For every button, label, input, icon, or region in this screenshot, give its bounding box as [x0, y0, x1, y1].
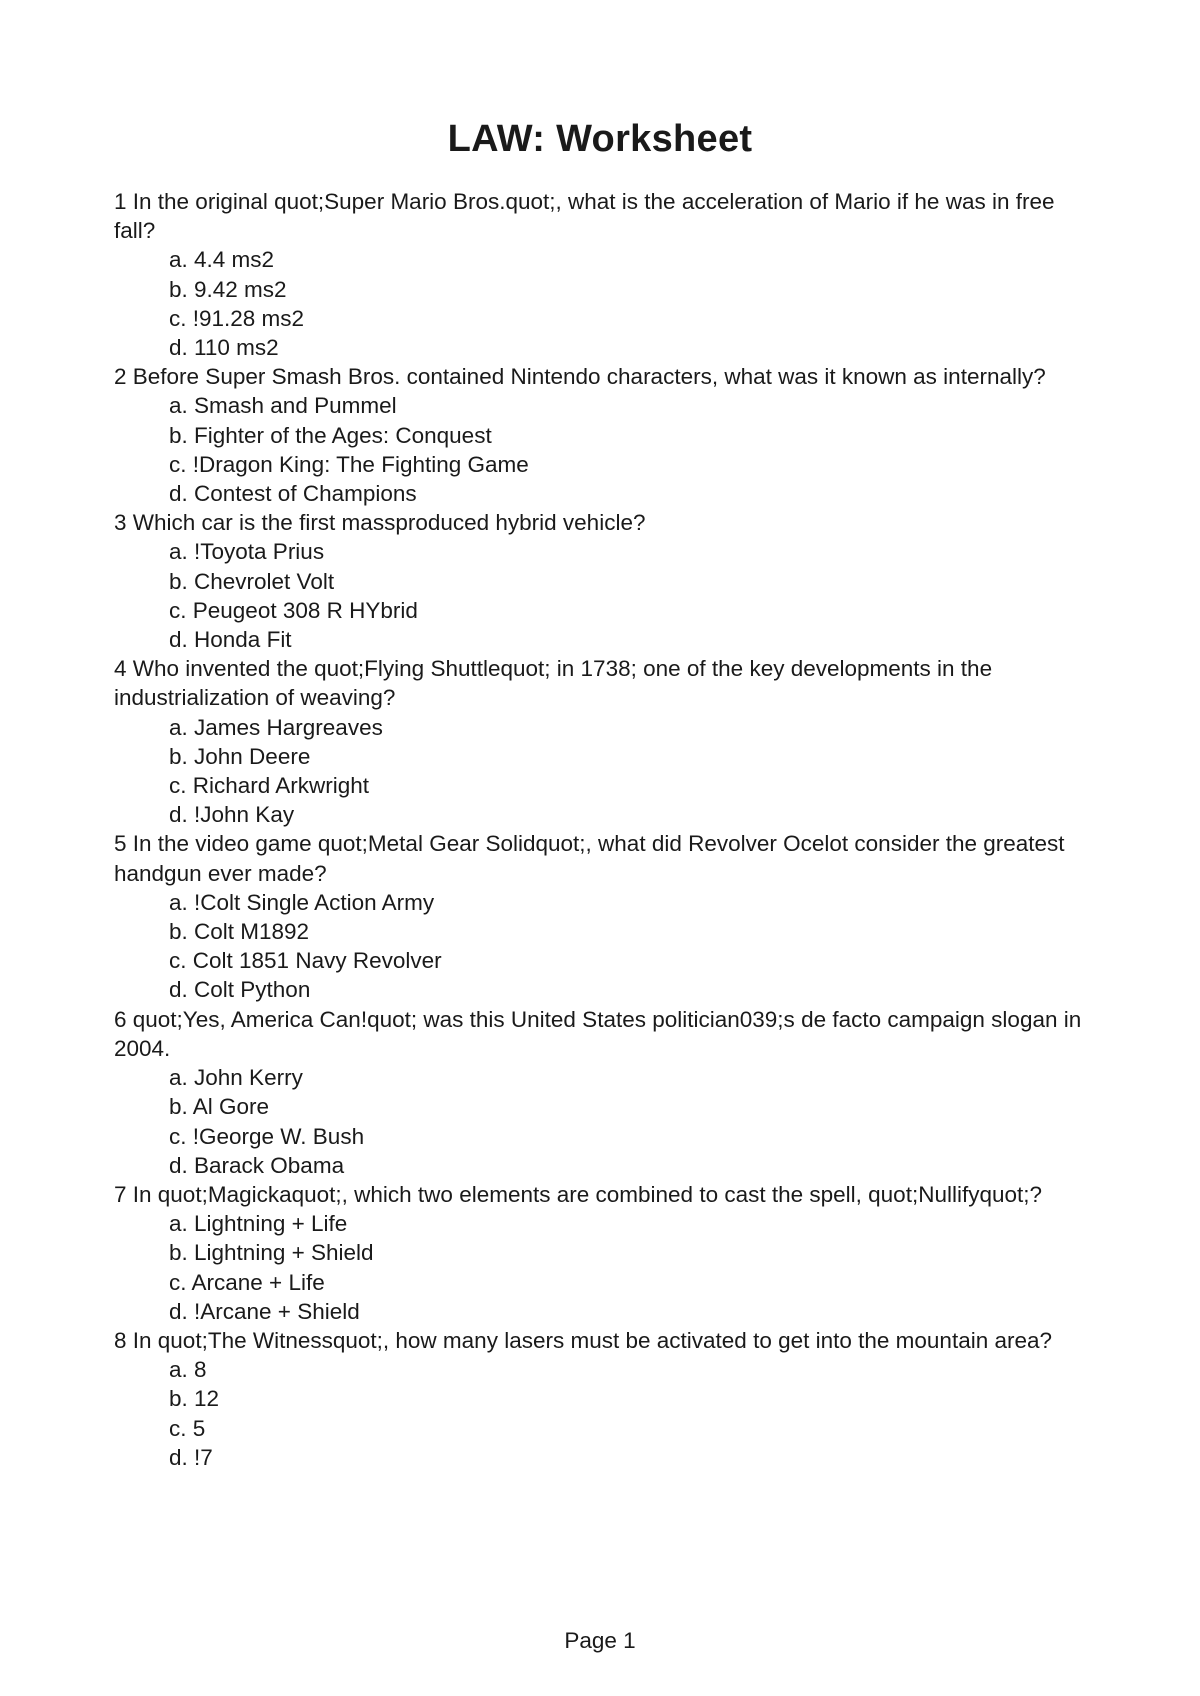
option-list [114, 888, 1089, 1005]
question-8 [114, 1326, 1089, 1472]
option-a: a. Lightning + Life [169, 1211, 348, 1237]
option-c: c. !George W. Bush [169, 1123, 365, 1149]
question-3 [114, 508, 1089, 654]
question-text: 1 In the original quot;Super Mario Bros.quot;, what is the acceleration of Mario if he was in free fall? [114, 189, 1055, 244]
question-text: 8 In quot;The Witnessquot;, how many lasers must be activated to get into the mountain area? [114, 1327, 1053, 1353]
option-c: c. Richard Arkwright [169, 773, 370, 799]
option-b: b. Fighter of the Ages: Conquest [169, 422, 492, 448]
question-5 [114, 829, 1089, 1004]
option-b: b. Al Gore [169, 1094, 270, 1120]
option-b: b. Lightning + Shield [169, 1240, 374, 1266]
option-d: d. !John Kay [169, 802, 295, 828]
question-1 [114, 187, 1089, 362]
question-text: 7 In quot;Magickaquot;, which two elements are combined to cast the spell, quot;Nullifyquot;? [114, 1181, 1043, 1207]
option-list [114, 713, 1089, 830]
option-a: a. 4.4 ms2 [169, 247, 275, 273]
option-b: b. 12 [169, 1386, 220, 1412]
question-text: 4 Who invented the quot;Flying Shuttlequot; in 1738; one of the key developments in the industrialization of weaving? [114, 656, 993, 711]
option-b: b. Colt M1892 [169, 919, 310, 945]
option-c: c. Arcane + Life [169, 1269, 325, 1295]
option-c: c. 5 [169, 1415, 206, 1441]
option-c: c. !Dragon King: The Fighting Game [169, 451, 529, 477]
option-d: d. Honda Fit [169, 627, 292, 653]
option-c: c. Peugeot 308 R HYbrid [169, 597, 418, 623]
option-d: d. 110 ms2 [169, 335, 279, 361]
question-6 [114, 1005, 1089, 1180]
question-list [114, 187, 1089, 1472]
question-text: 6 quot;Yes, America Can!quot; was this United States politician039;s de facto campaign slogan in 2004. [114, 1006, 1082, 1061]
page-title: LAW: Worksheet [447, 118, 753, 160]
option-b: b. 9.42 ms2 [169, 276, 287, 302]
question-text: 3 Which car is the first massproduced hybrid vehicle? [114, 510, 646, 536]
option-b: b. John Deere [169, 743, 311, 769]
option-a: a. 8 [169, 1357, 207, 1383]
option-d: d. !Arcane + Shield [169, 1298, 360, 1324]
question-4 [114, 654, 1089, 829]
option-a: a. John Kerry [169, 1065, 303, 1091]
page-number: Page 1 [564, 1628, 636, 1653]
option-list [114, 245, 1089, 362]
option-c: c. Colt 1851 Navy Revolver [169, 948, 442, 974]
question-text: 5 In the video game quot;Metal Gear Solidquot;, what did Revolver Ocelot consider the greatest handgun ever made? [114, 831, 1065, 886]
question-text: 2 Before Super Smash Bros. contained Nintendo characters, what was it known as internally? [114, 364, 1046, 390]
option-a: a. James Hargreaves [169, 714, 383, 740]
option-d: d. Contest of Champions [169, 481, 417, 507]
option-list [114, 1209, 1089, 1326]
option-list [114, 391, 1089, 508]
option-a: a. !Colt Single Action Army [169, 889, 435, 915]
question-7 [114, 1180, 1089, 1326]
option-c: c. !91.28 ms2 [169, 305, 305, 331]
option-list [114, 1355, 1089, 1472]
option-list [114, 1063, 1089, 1180]
option-b: b. Chevrolet Volt [169, 568, 335, 594]
option-d: d. Colt Python [169, 977, 311, 1003]
option-a: a. !Toyota Prius [169, 539, 325, 565]
option-d: d. Barack Obama [169, 1152, 345, 1178]
option-d: d. !7 [169, 1444, 213, 1470]
option-a: a. Smash and Pummel [169, 393, 397, 419]
option-list [114, 537, 1089, 654]
question-2 [114, 362, 1089, 508]
